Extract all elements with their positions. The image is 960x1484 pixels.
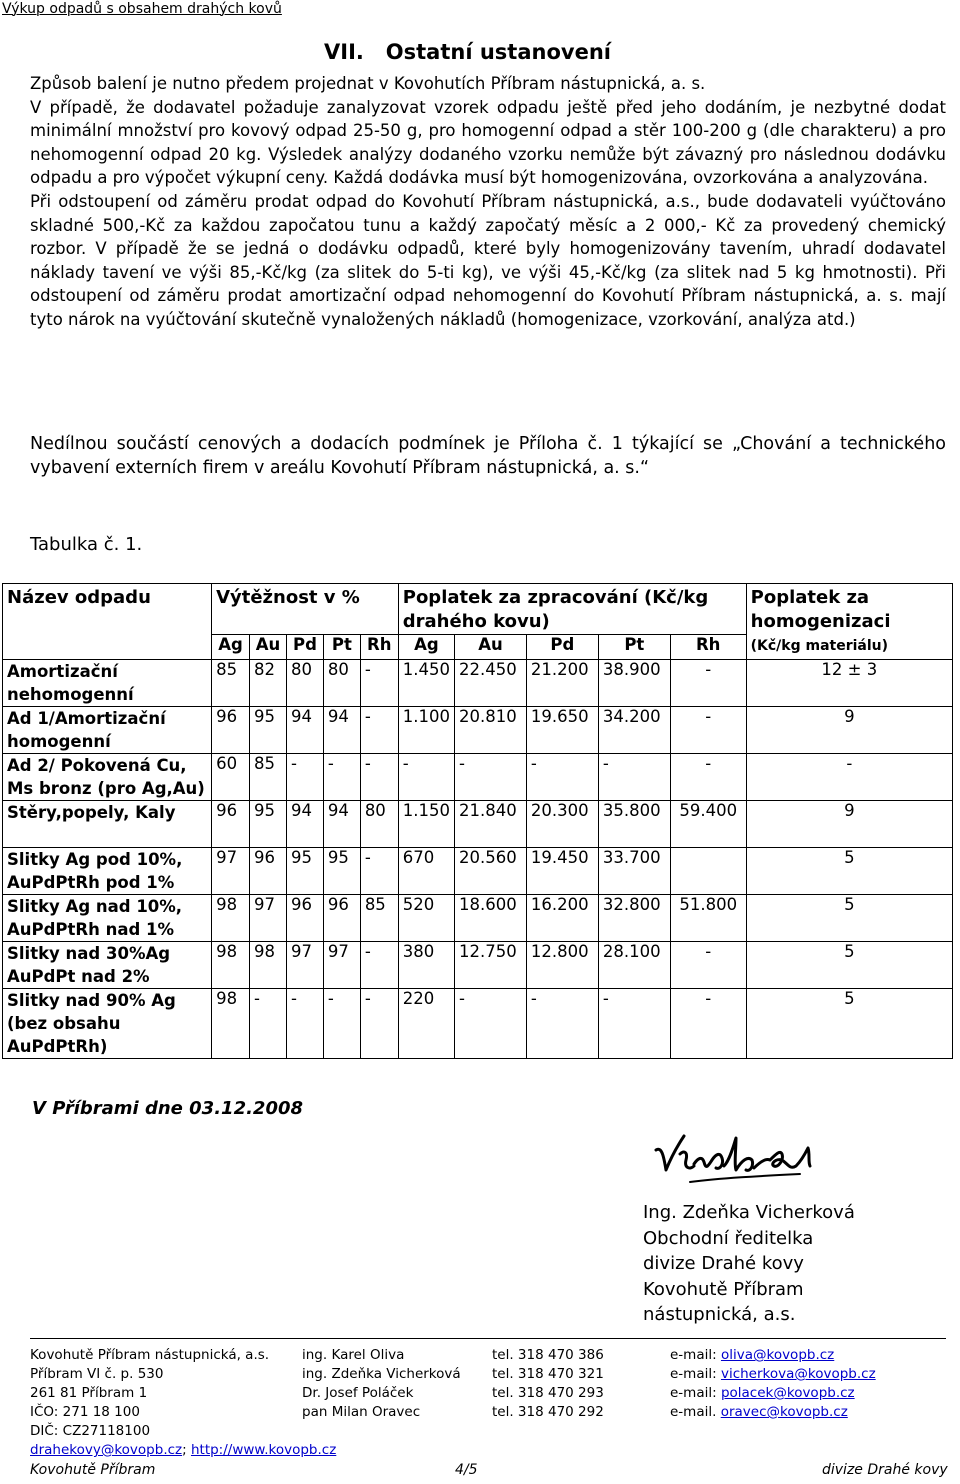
fee-cell: 12.750 bbox=[455, 942, 527, 989]
contact-email-line bbox=[670, 1384, 876, 1403]
yield-cell: 97 bbox=[323, 942, 360, 989]
fee-cell: 1.450 bbox=[398, 660, 454, 707]
header-homogenization-unit: (Kč/kg materiálu) bbox=[750, 638, 889, 654]
yield-cell: 94 bbox=[286, 801, 323, 848]
contact-email-link[interactable]: oravec@kovopb.cz bbox=[720, 1404, 848, 1420]
yield-cell: 98 bbox=[250, 942, 287, 989]
waste-name-cell: Stěry,popely, Kaly bbox=[3, 801, 212, 848]
fee-cell: 20.560 bbox=[455, 848, 527, 895]
fee-cell: - bbox=[455, 989, 527, 1059]
metal-header: Ag bbox=[398, 635, 454, 660]
metal-header: Au bbox=[455, 635, 527, 660]
fee-cell: 220 bbox=[398, 989, 454, 1059]
contact-name: ing. Karel Oliva bbox=[302, 1347, 405, 1363]
footer-ico: IČO: 271 18 100 bbox=[30, 1404, 140, 1420]
metal-header: Rh bbox=[670, 635, 746, 660]
fee-cell: 21.840 bbox=[455, 801, 527, 848]
signatory-position: Obchodní ředitelka bbox=[643, 1227, 814, 1249]
footer-contact-emails bbox=[670, 1346, 876, 1422]
fee-cell: - bbox=[526, 989, 598, 1059]
email-label: e-mail: bbox=[670, 1385, 717, 1401]
contact-email-link[interactable]: oliva@kovopb.cz bbox=[720, 1347, 835, 1363]
waste-name-cell: Ad 1/Amortizační homogenní bbox=[3, 707, 212, 754]
waste-name-cell: Slitky nad 90% Ag (bez obsahu AuPdPtRh) bbox=[3, 989, 212, 1059]
yield-cell: 94 bbox=[323, 801, 360, 848]
footer-contact-phones bbox=[492, 1346, 604, 1422]
header-yield: Výtěžnost v % bbox=[212, 584, 399, 635]
waste-name-cell: Slitky Ag pod 10%, AuPdPtRh pod 1% bbox=[3, 848, 212, 895]
fee-cell: 380 bbox=[398, 942, 454, 989]
fee-cell: - bbox=[598, 754, 670, 801]
fee-cell: 38.900 bbox=[598, 660, 670, 707]
yield-cell: 96 bbox=[212, 801, 250, 848]
fee-cell: 19.450 bbox=[526, 848, 598, 895]
yield-cell: 98 bbox=[212, 895, 250, 942]
footer-dic: DIČ: CZ27118100 bbox=[30, 1423, 151, 1439]
metal-header: Au bbox=[250, 635, 287, 660]
footer-web-line bbox=[30, 1441, 336, 1460]
yield-cell: 96 bbox=[250, 848, 287, 895]
signatory-division: divize Drahé kovy bbox=[643, 1253, 804, 1274]
fee-cell: - bbox=[670, 754, 746, 801]
yield-cell: 97 bbox=[286, 942, 323, 989]
footer-contact-names bbox=[302, 1346, 461, 1422]
yield-cell: 85 bbox=[250, 754, 287, 801]
contact-phone: tel. 318 470 292 bbox=[492, 1404, 604, 1420]
yield-cell: - bbox=[323, 989, 360, 1059]
fee-cell: 22.450 bbox=[455, 660, 527, 707]
fee-cell: 18.600 bbox=[455, 895, 527, 942]
table-caption: Tabulka č. 1. bbox=[30, 534, 143, 555]
fee-cell: 1.150 bbox=[398, 801, 454, 848]
waste-name-cell: Slitky nad 30%Ag AuPdPt nad 2% bbox=[3, 942, 212, 989]
fee-cell bbox=[670, 848, 746, 895]
metal-header: Rh bbox=[360, 635, 398, 660]
terms-paragraph bbox=[30, 72, 946, 332]
footer-company-info bbox=[30, 1346, 336, 1460]
waste-name-cell: Ad 2/ Pokovená Cu, Ms bronz (pro Ag,Au) bbox=[3, 754, 212, 801]
yield-cell: 96 bbox=[323, 895, 360, 942]
footer-company-name: Kovohutě Příbram nástupnická, a.s. bbox=[30, 1347, 270, 1363]
fee-cell: 520 bbox=[398, 895, 454, 942]
fee-cell: 12.800 bbox=[526, 942, 598, 989]
page-footer-right: divize Drahé kovy bbox=[822, 1462, 948, 1478]
table-row bbox=[3, 754, 953, 801]
fee-cell: - bbox=[598, 989, 670, 1059]
homogenization-fee-cell: 5 bbox=[746, 848, 952, 895]
homogenization-fee-cell: 9 bbox=[746, 707, 952, 754]
yield-cell: 95 bbox=[286, 848, 323, 895]
contact-name: pan Milan Oravec bbox=[302, 1404, 421, 1420]
yield-cell: 94 bbox=[286, 707, 323, 754]
fee-cell: - bbox=[455, 754, 527, 801]
yield-cell: 80 bbox=[286, 660, 323, 707]
yield-cell: 95 bbox=[250, 707, 287, 754]
annex-reference-paragraph: Nedílnou součástí cenových a dodacích podmínek je Příloha č. 1 týkající se „Chování a technického vybavení externích firem v areálu Kovohutí Příbram nástupnická, a. s.“ bbox=[30, 434, 946, 478]
signatory-company-form: nástupnická, a.s. bbox=[643, 1304, 796, 1325]
page-number: 4/5 bbox=[455, 1462, 478, 1478]
fee-cell: 28.100 bbox=[598, 942, 670, 989]
footer-email-link[interactable]: drahekovy@kovopb.cz bbox=[30, 1442, 183, 1458]
fee-cell: 20.300 bbox=[526, 801, 598, 848]
yield-cell: - bbox=[286, 989, 323, 1059]
yield-cell: 95 bbox=[323, 848, 360, 895]
table-row bbox=[3, 707, 953, 754]
contact-phone: tel. 318 470 293 bbox=[492, 1385, 604, 1401]
yield-cell: 97 bbox=[250, 895, 287, 942]
table-row bbox=[3, 895, 953, 942]
header-homogenization-label: Poplatek za homogenizaci bbox=[750, 587, 891, 632]
signatory-name: Ing. Zdeňka Vicherková bbox=[643, 1202, 855, 1223]
yield-cell: 96 bbox=[212, 707, 250, 754]
date-line: V Příbrami dne 03.12.2008 bbox=[32, 1098, 304, 1119]
table-row bbox=[3, 942, 953, 989]
fee-cell: 21.200 bbox=[526, 660, 598, 707]
fee-cell: 33.700 bbox=[598, 848, 670, 895]
yield-cell: - bbox=[360, 989, 398, 1059]
footer-website-link[interactable]: http://www.kovopb.cz bbox=[190, 1442, 337, 1458]
sample-analysis-note: V případě, že dodavatel požaduje zanalyzovat vzorek odpadu ještě před jeho dodáním, je nezbytné dodat minimální množství pro kovový odpad 25-50 g, pro homogenní odpad a stěr 100-200 g (dle charakteru) a pro nehomogenní odpad 20 kg. Výsledek analýzy dodaného vzorku nemůže být závazný pro následnou dodávku odpadu a pro výpočet výkupní ceny. Každá dodávka musí být homogenizována, ovzorkována a analyzována. bbox=[30, 97, 946, 188]
fee-cell: - bbox=[670, 942, 746, 989]
yield-cell: 80 bbox=[323, 660, 360, 707]
packaging-note: Způsob balení je nutno předem projednat v Kovohutích Příbram nástupnická, a. s. bbox=[30, 74, 706, 93]
fee-cell: 34.200 bbox=[598, 707, 670, 754]
yield-cell: - bbox=[323, 754, 360, 801]
contact-email-line bbox=[670, 1403, 876, 1422]
fee-cell: - bbox=[526, 754, 598, 801]
homogenization-fee-cell: - bbox=[746, 754, 952, 801]
contact-email-line bbox=[670, 1346, 876, 1365]
metal-header: Pt bbox=[598, 635, 670, 660]
table-row bbox=[3, 660, 953, 707]
yield-cell: 98 bbox=[212, 989, 250, 1059]
fee-cell: 670 bbox=[398, 848, 454, 895]
yield-cell: 82 bbox=[250, 660, 287, 707]
signatory-company: Kovohutě Příbram bbox=[643, 1278, 804, 1300]
email-label: e-mail: bbox=[670, 1347, 717, 1363]
table-row bbox=[3, 848, 953, 895]
yield-cell: - bbox=[360, 754, 398, 801]
header-homogenization-fee bbox=[746, 584, 952, 660]
email-label: e-mail: bbox=[670, 1366, 717, 1382]
contact-name: Dr. Josef Poláček bbox=[302, 1385, 414, 1401]
running-header: Výkup odpadů s obsahem drahých kovů bbox=[2, 1, 282, 17]
fee-cell: 59.400 bbox=[670, 801, 746, 848]
yield-cell: 60 bbox=[212, 754, 250, 801]
header-waste-name: Název odpadu bbox=[3, 584, 212, 660]
yield-cell: 95 bbox=[250, 801, 287, 848]
fee-cell: - bbox=[670, 660, 746, 707]
contact-email-link[interactable]: vicherkova@kovopb.cz bbox=[720, 1366, 876, 1382]
footer-postal: 261 81 Příbram 1 bbox=[30, 1385, 148, 1401]
fee-cell: 51.800 bbox=[670, 895, 746, 942]
yield-cell: - bbox=[360, 942, 398, 989]
withdrawal-note: Při odstoupení od záměru prodat odpad do Kovohutí Příbram nástupnická, a.s., bude dodavateli vyúčtováno skladné 500,-Kč za každou započatou tunu a každý započatý měsíc a 2 000,- Kč za provedený chemický rozbor. V případě že se jedná o dodávku odpadů, které byly homogenizovány tavením, uhradí dodavatel náklady tavení ve výši 85,-Kč/kg (za slitek do 5-ti kg), ve výši 45,-Kč/kg (za slitek nad 5 kg hmotnosti). Při odstoupení od záměru prodat amortizační odpad nehomogenní do Kovohutí Příbram nástupnická, a. s. mají tyto nárok na vyúčtování skutečně vynaložených nákladů (homogenizace, vzorkování, analýza atd.) bbox=[30, 191, 946, 329]
fees-table bbox=[2, 583, 953, 1059]
yield-cell: 96 bbox=[286, 895, 323, 942]
contact-name: ing. Zdeňka Vicherková bbox=[302, 1366, 461, 1382]
metal-header: Pd bbox=[286, 635, 323, 660]
homogenization-fee-cell: 5 bbox=[746, 942, 952, 989]
signatory-block bbox=[643, 1200, 855, 1328]
table-row bbox=[3, 801, 953, 848]
yield-cell: 85 bbox=[212, 660, 250, 707]
fee-cell: 32.800 bbox=[598, 895, 670, 942]
metal-header: Ag bbox=[212, 635, 250, 660]
yield-cell: - bbox=[360, 848, 398, 895]
waste-name-cell: Slitky Ag nad 10%, AuPdPtRh nad 1% bbox=[3, 895, 212, 942]
yield-cell: 98 bbox=[212, 942, 250, 989]
page-footer-left: Kovohutě Příbram bbox=[30, 1462, 156, 1478]
fee-cell: 19.650 bbox=[526, 707, 598, 754]
waste-name-cell: Amortizační nehomogenní bbox=[3, 660, 212, 707]
fee-cell: 20.810 bbox=[455, 707, 527, 754]
footer-address: Příbram VI č. p. 530 bbox=[30, 1366, 164, 1382]
footer-separator: ; bbox=[182, 1442, 191, 1458]
homogenization-fee-cell: 9 bbox=[746, 801, 952, 848]
homogenization-fee-cell: 12 ± 3 bbox=[746, 660, 952, 707]
contact-phone: tel. 318 470 386 bbox=[492, 1347, 604, 1363]
signature-image bbox=[650, 1130, 820, 1190]
contact-email-link[interactable]: polacek@kovopb.cz bbox=[720, 1385, 855, 1401]
email-label: e-mail. bbox=[670, 1404, 717, 1420]
yield-cell: 94 bbox=[323, 707, 360, 754]
homogenization-fee-cell: 5 bbox=[746, 895, 952, 942]
homogenization-fee-cell: 5 bbox=[746, 989, 952, 1059]
contact-email-line bbox=[670, 1365, 876, 1384]
table-row bbox=[3, 989, 953, 1059]
fees-table-body bbox=[3, 660, 953, 1059]
yield-cell: 97 bbox=[212, 848, 250, 895]
yield-cell: - bbox=[286, 754, 323, 801]
yield-cell: - bbox=[250, 989, 287, 1059]
footer-divider bbox=[30, 1338, 946, 1339]
yield-cell: - bbox=[360, 707, 398, 754]
fee-cell: 35.800 bbox=[598, 801, 670, 848]
contact-phone: tel. 318 470 321 bbox=[492, 1366, 604, 1382]
metal-header: Pd bbox=[526, 635, 598, 660]
fee-cell: 1.100 bbox=[398, 707, 454, 754]
yield-cell: 80 bbox=[360, 801, 398, 848]
fee-cell: - bbox=[670, 989, 746, 1059]
header-processing-fee: Poplatek za zpracování (Kč/kg drahého kovu) bbox=[398, 584, 746, 635]
fee-cell: - bbox=[398, 754, 454, 801]
section-title: VII. Ostatní ustanovení bbox=[324, 40, 611, 64]
yield-cell: 85 bbox=[360, 895, 398, 942]
fee-cell: 16.200 bbox=[526, 895, 598, 942]
fee-cell: - bbox=[670, 707, 746, 754]
yield-cell: - bbox=[360, 660, 398, 707]
table-header-row bbox=[3, 584, 953, 635]
metal-header: Pt bbox=[323, 635, 360, 660]
